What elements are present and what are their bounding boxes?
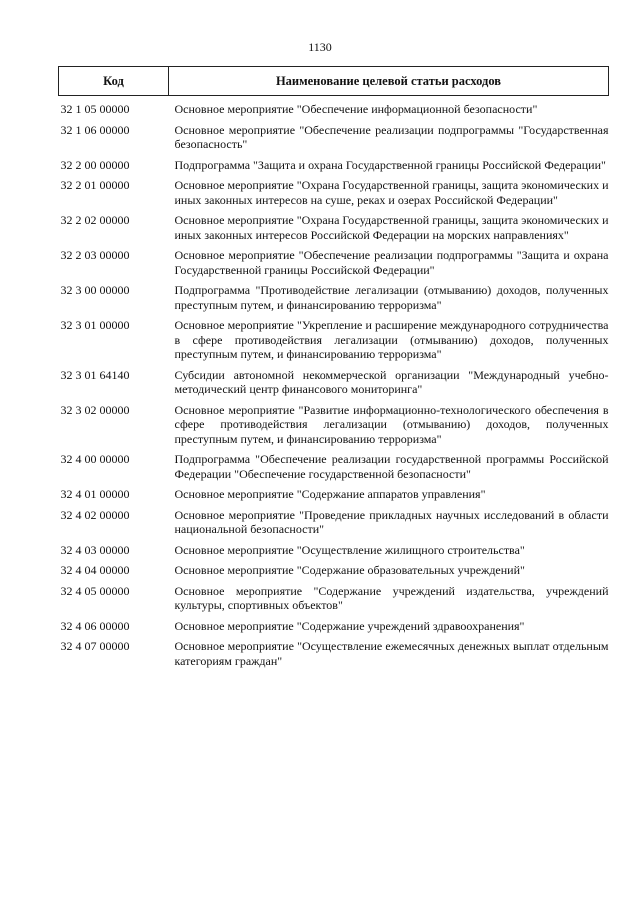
table-body bbox=[59, 96, 609, 671]
table-row bbox=[59, 615, 609, 636]
row-name: Основное мероприятие "Укрепление и расширение международного сотрудничества в сфере противодействия легализации (отмыванию) доходов, полученных преступным путем, и финансированию терроризма" bbox=[174, 318, 609, 361]
budget-items-table bbox=[58, 66, 609, 670]
row-code: 32 2 01 00000 bbox=[60, 178, 130, 192]
row-name: Основное мероприятие "Содержание образовательных учреждений" bbox=[174, 563, 525, 577]
row-code: 32 4 06 00000 bbox=[60, 618, 130, 633]
row-name: Подпрограмма "Противодействие легализации (отмыванию) доходов, полученных преступным путем, и финансированию терроризма" bbox=[174, 283, 609, 312]
row-code: 32 4 05 00000 bbox=[60, 583, 130, 598]
row-code: 32 2 03 00000 bbox=[60, 248, 130, 262]
table-row bbox=[59, 209, 609, 244]
row-code: 32 4 04 00000 bbox=[60, 563, 130, 577]
row-name: Основное мероприятие "Осуществление ежемесячных денежных выплат отдельным категориям граждан" bbox=[174, 639, 609, 668]
row-name: Подпрограмма "Обеспечение реализации государственной программы Российской Федерации "Обеспечение государственной безопасности" bbox=[174, 452, 609, 481]
row-code: 32 3 02 00000 bbox=[60, 402, 130, 417]
table-row bbox=[59, 174, 609, 209]
row-name: Основное мероприятие "Обеспечение реализации подпрограммы "Защита и охрана Государственной границы Российской Федерации" bbox=[174, 248, 609, 277]
row-name: Основное мероприятие "Охрана Государственной границы, защита экономических и иных законных интересов на суше, реках и озерах Российской Федерации" bbox=[174, 178, 609, 207]
table-row bbox=[59, 448, 609, 483]
table-row bbox=[59, 559, 609, 580]
row-code: 32 3 01 00000 bbox=[60, 318, 130, 332]
row-name: Основное мероприятие "Осуществление жилищного строительства" bbox=[174, 542, 525, 557]
row-name: Подпрограмма "Защита и охрана Государственной границы Российской Федерации" bbox=[174, 157, 606, 172]
row-name: Основное мероприятие "Содержание учреждений издательства, учреждений культуры, спортивных объектов" bbox=[174, 583, 609, 612]
row-code: 32 4 01 00000 bbox=[60, 487, 130, 501]
table-row bbox=[59, 279, 609, 314]
table-row bbox=[59, 399, 609, 449]
table-row bbox=[59, 96, 609, 119]
row-code: 32 3 00 00000 bbox=[60, 283, 130, 297]
row-name: Основное мероприятие "Охрана Государственной границы, защита экономических и иных законных интересов Российской Федерации на морских направлениях" bbox=[174, 213, 609, 242]
page-number: 1130 bbox=[308, 40, 332, 54]
row-name: Субсидии автономной некоммерческой организации "Международный учебно-методический центр финансового мониторинга" bbox=[174, 367, 609, 396]
row-name: Основное мероприятие "Обеспечение реализации подпрограммы "Государственная безопасность" bbox=[174, 122, 609, 151]
row-name: Основное мероприятие "Содержание аппаратов управления" bbox=[174, 487, 486, 501]
row-name: Основное мероприятие "Содержание учреждений здравоохранения" bbox=[174, 618, 525, 633]
table-row bbox=[59, 364, 609, 399]
table-row bbox=[59, 635, 609, 670]
row-code: 32 4 02 00000 bbox=[60, 507, 130, 522]
row-name: Основное мероприятие "Обеспечение информационной безопасности" bbox=[174, 102, 538, 116]
table-row bbox=[59, 539, 609, 560]
row-code: 32 4 07 00000 bbox=[60, 639, 130, 653]
table-row bbox=[59, 154, 609, 175]
row-code: 32 3 01 64140 bbox=[60, 367, 130, 382]
row-name: Основное мероприятие "Проведение прикладных научных исследований в области национальной безопасности" bbox=[174, 507, 609, 536]
row-code: 32 1 05 00000 bbox=[60, 102, 130, 116]
table-row bbox=[59, 483, 609, 504]
row-code: 32 2 00 00000 bbox=[60, 157, 130, 172]
table-row bbox=[59, 119, 609, 154]
table-row bbox=[59, 580, 609, 615]
row-code: 32 1 06 00000 bbox=[60, 122, 130, 137]
table-row bbox=[59, 314, 609, 364]
row-code: 32 2 02 00000 bbox=[60, 213, 130, 227]
table-row bbox=[59, 244, 609, 279]
row-code: 32 4 00 00000 bbox=[60, 452, 130, 466]
table-row bbox=[59, 504, 609, 539]
row-code: 32 4 03 00000 bbox=[60, 542, 130, 557]
code-column-header: Код bbox=[59, 67, 169, 96]
name-column-header: Наименование целевой статьи расходов bbox=[169, 67, 609, 96]
table-header-row bbox=[59, 67, 609, 96]
row-name: Основное мероприятие "Развитие информационно-технологического обеспечения в сфере противодействия легализации (отмыванию) доходов, полученных преступным путем, и финансированию терроризма" bbox=[174, 402, 609, 446]
